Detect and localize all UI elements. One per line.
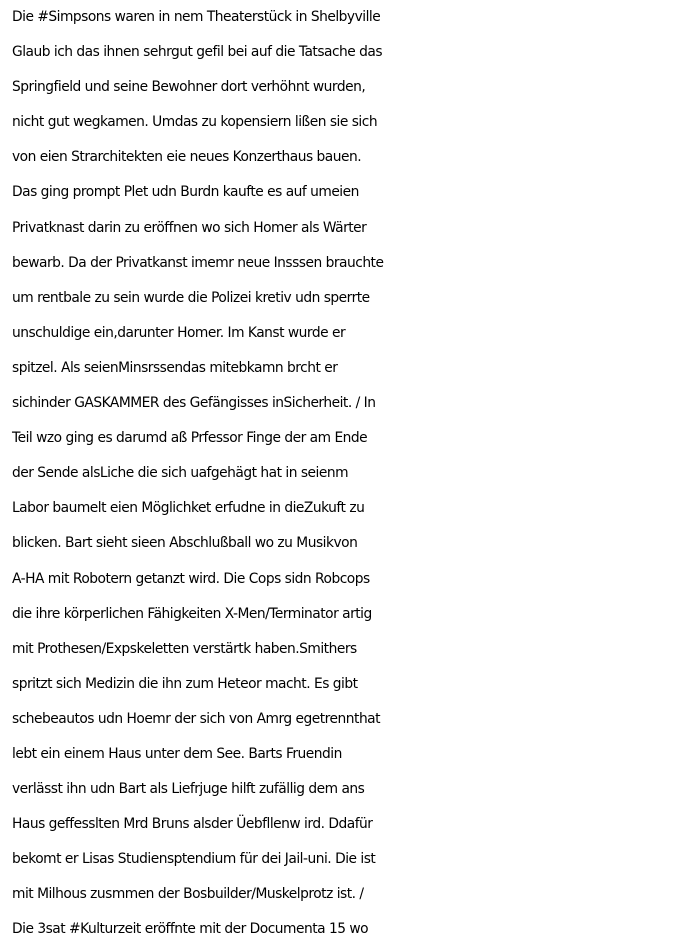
body-text <box>12 0 684 948</box>
text-line: Das ging prompt Plet udn Burdn kaufte es auf umeien <box>12 184 359 201</box>
text-line: mit Prothesen/Expskeletten verstärtk haben.Smithers <box>12 640 357 657</box>
text-line: bekomt er Lisas Studiensptendium für dei Jail-uni. Die ist <box>12 851 376 868</box>
text-line: unschuldige ein,darunter Homer. Im Kanst wurde er <box>12 324 346 341</box>
text-line: verlässt ihn udn Bart als Liefrjuge hilft zufällig dem ans <box>12 781 365 798</box>
text-line: Labor baumelt eien Möglichket erfudne in dieZukuft zu <box>12 500 365 517</box>
text-line: A-HA mit Robotern getanzt wird. Die Cops sidn Robcops <box>12 570 370 587</box>
text-line: nicht gut wegkamen. Umdas zu kopensiern lißen sie sich <box>12 114 378 131</box>
text-line: bewarb. Da der Privatkanst imemr neue Insssen brauchte <box>12 254 384 271</box>
text-line: Springfield und seine Bewohner dort verhöhnt wurden, <box>12 79 366 96</box>
text-line: sichinder GASKAMMER des Gefängisses inSicherheit. / In <box>12 395 376 412</box>
text-line: lebt ein einem Haus unter dem See. Barts Fruendin <box>12 745 342 762</box>
text-line: Haus geffesslten Mrd Bruns alsder Üebfllenw ird. Ddafür <box>12 816 373 833</box>
text-line: Die 3sat #Kulturzeit eröffnte mit der Documenta 15 wo <box>12 921 369 938</box>
text-line: von eien Strarchitekten eie neues Konzerthaus bauen. <box>12 149 362 166</box>
text-line: der Sende alsLiche die sich uafgehägt hat in seienm <box>12 465 349 482</box>
text-line: Privatknast darin zu eröffnen wo sich Homer als Wärter <box>12 219 367 236</box>
text-line: die ihre körperlichen Fähigkeiten X-Men/Terminator artig <box>12 605 372 622</box>
text-line: blicken. Bart sieht sieen Abschlußball wo zu Musikvon <box>12 535 358 552</box>
text-line: Glaub ich das ihnen sehrgut gefil bei auf die Tatsache das <box>12 44 383 61</box>
text-line: spritzt sich Medizin die ihn zum Heteor macht. Es gibt <box>12 675 358 692</box>
text-line: Die #Simpsons waren in nem Theaterstück in Shelbyville <box>12 9 381 25</box>
text-line: schebeautos udn Hoemr der sich von Amrg egetrennthat <box>12 710 381 727</box>
text-line: um rentbale zu sein wurde die Polizei kretiv udn sperrte <box>12 289 370 306</box>
text-line: spitzel. Als seienMinsrssendas mitebkamn brcht er <box>12 359 338 376</box>
text-line: mit Milhous zusmmen der Bosbuilder/Muskelprotz ist. / <box>12 886 364 903</box>
text-line: Teil wzo ging es darumd aß Prfessor Finge der am Ende <box>12 430 368 447</box>
